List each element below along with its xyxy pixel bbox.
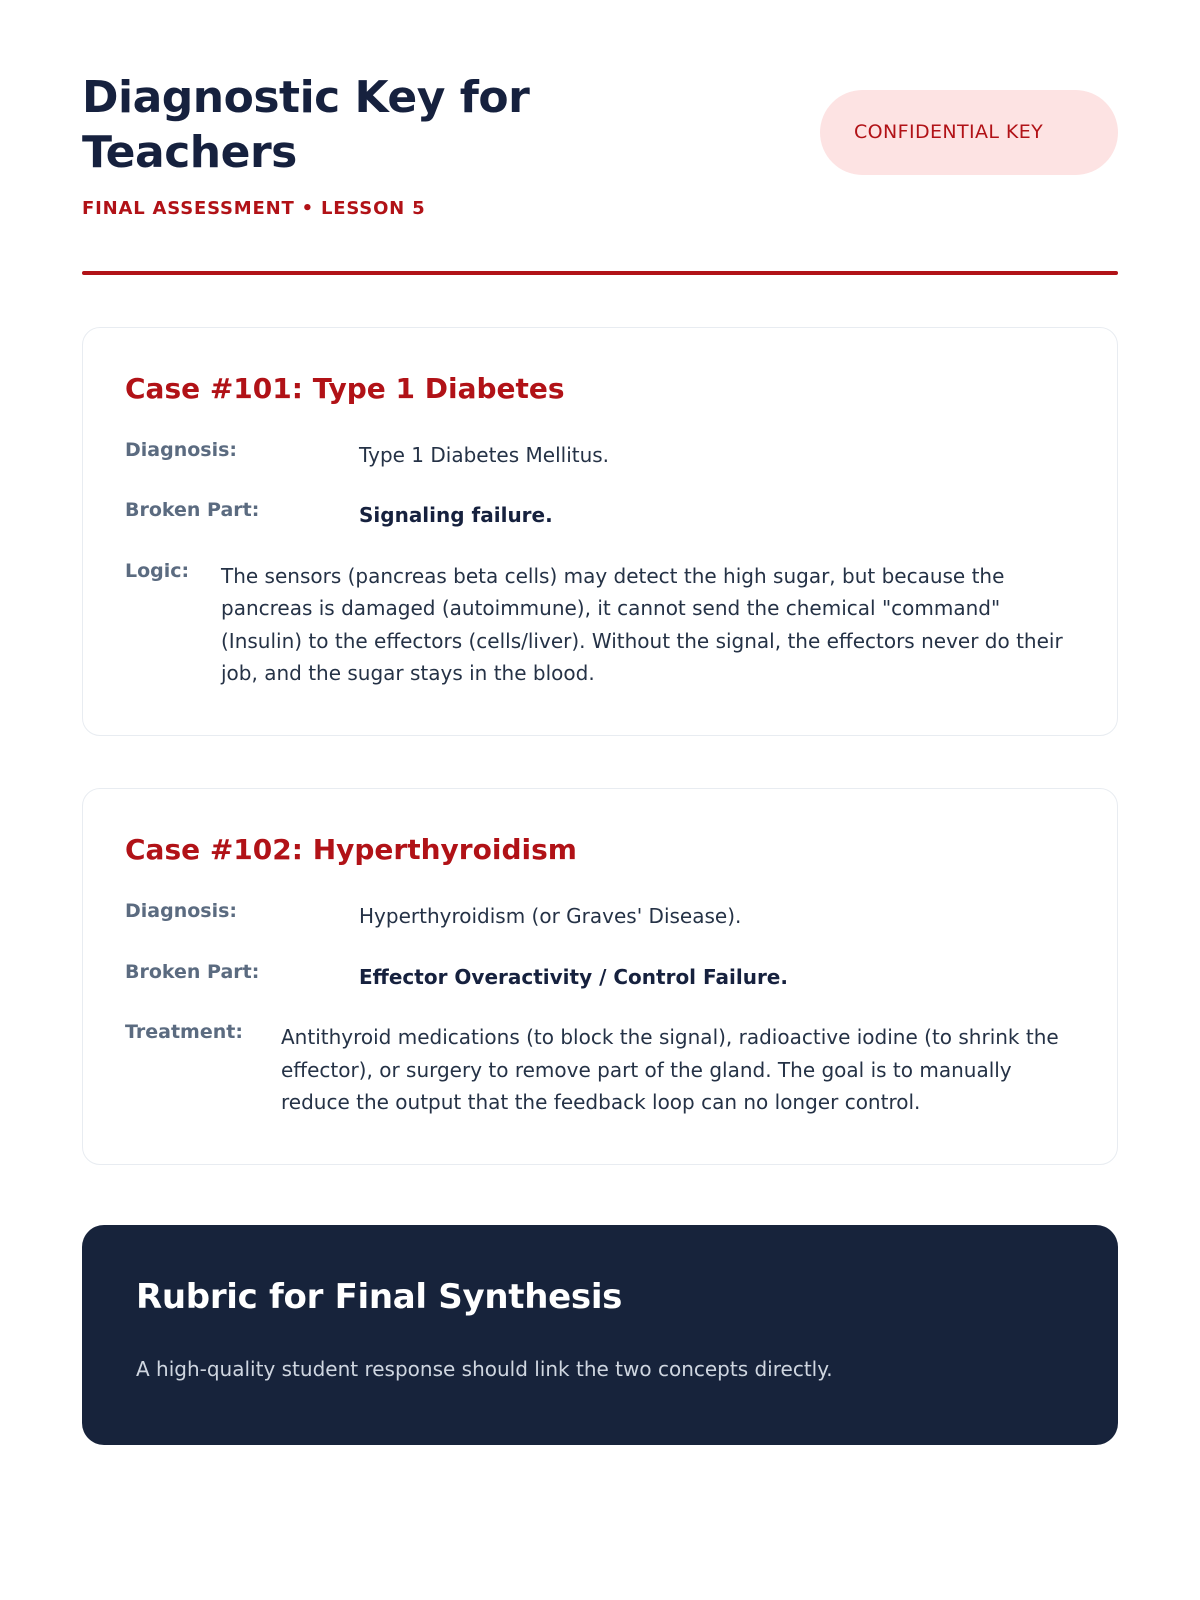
rubric-panel bbox=[82, 1225, 1118, 1445]
treatment-label: Treatment: bbox=[125, 1021, 243, 1044]
case-card bbox=[82, 788, 1118, 1165]
broken-part-value: Signaling failure. bbox=[359, 503, 553, 528]
case-diagnosis-row bbox=[125, 900, 1075, 932]
broken-part-label: Broken Part: bbox=[125, 960, 260, 983]
case-diagnosis-row bbox=[125, 439, 1075, 471]
rubric-title: Rubric for Final Synthesis bbox=[136, 1277, 623, 1318]
broken-part-value: Effector Overactivity / Control Failure. bbox=[359, 964, 788, 989]
document-header bbox=[82, 62, 1118, 219]
diagnosis-label: Diagnosis: bbox=[125, 439, 238, 461]
case-broken-part-row bbox=[125, 499, 1075, 531]
case-card bbox=[82, 327, 1118, 736]
case-title: Case #102: Hyperthyroidism bbox=[125, 833, 577, 867]
diagnosis-label: Diagnosis: bbox=[125, 900, 238, 923]
page-subtitle: FINAL ASSESSMENT • LESSON 5 bbox=[82, 198, 426, 219]
logic-label: Logic: bbox=[125, 559, 190, 582]
header-text-block bbox=[82, 62, 602, 219]
case-logic-row bbox=[125, 560, 1075, 690]
logic-value: The sensors (pancreas beta cells) may detect the high sugar, but because the pancreas is damaged (autoimmune), it cannot send the chemical "command" (Insulin) to the effectors (cells/liver). Without the signal, the effectors never do their job, and the sugar stays in the blood. bbox=[221, 563, 1063, 685]
case-treatment-row bbox=[125, 1021, 1075, 1118]
treatment-value: Antithyroid medications (to block the signal), radioactive iodine (to shrink the effector), or surgery to remove part of the gland. The goal is to manually reduce the output that the feedback loop can no longer control. bbox=[281, 1025, 1059, 1114]
broken-part-label: Broken Part: bbox=[125, 499, 260, 522]
diagnosis-value: Hyperthyroidism (or Graves' Disease). bbox=[359, 904, 742, 929]
status-badge: CONFIDENTIAL KEY bbox=[820, 90, 1118, 175]
page-title: Diagnostic Key for Teachers bbox=[82, 72, 530, 178]
case-title: Case #101: Type 1 Diabetes bbox=[125, 372, 565, 405]
diagnosis-value: Type 1 Diabetes Mellitus. bbox=[359, 443, 610, 467]
rubric-text: A high-quality student response should link the two concepts directly. bbox=[136, 1357, 833, 1382]
case-broken-part-row bbox=[125, 961, 1075, 993]
header-divider bbox=[82, 271, 1118, 275]
